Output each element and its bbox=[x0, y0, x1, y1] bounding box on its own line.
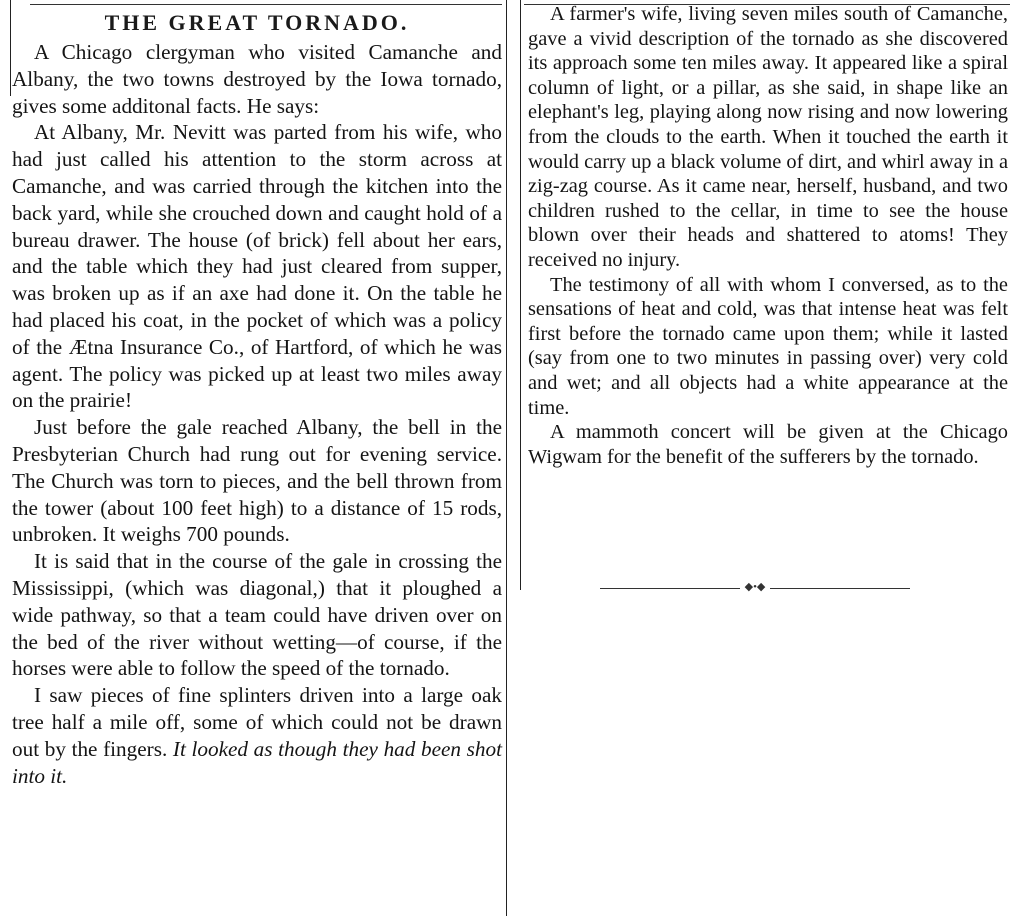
left-margin-rule bbox=[10, 0, 11, 96]
article-headline: THE GREAT TORNADO. bbox=[104, 10, 410, 35]
paragraph-splinters bbox=[12, 682, 502, 789]
end-ornament-rule bbox=[600, 581, 910, 593]
splinters-italic-text: It looked as though they had been shot into it. bbox=[12, 736, 502, 788]
paragraph-intro: A Chicago clergyman who visited Camanche and Albany, the two towns destroyed by the Iowa tornado, gives some additonal facts. He says: bbox=[12, 40, 502, 118]
column-divider-inner bbox=[520, 0, 521, 590]
left-column bbox=[12, 0, 502, 789]
paragraph-concert: A mammoth concert will be given at the Chicago Wigwam for the benefit of the sufferers by the tornado. bbox=[528, 421, 1008, 468]
ornament-icon: ◆•◆ bbox=[744, 581, 766, 593]
paragraph-church-bell: Just before the gale reached Albany, the bell in the Presbyterian Church had rung out for evening service. The Church was torn to pieces, and the bell thrown from the tower (about 100 feet high) to a distance of 15 rods, unbroken. It weighs 700 pounds. bbox=[12, 415, 502, 547]
paragraph-mississippi: It is said that in the course of the gale in crossing the Mississippi, (which was diagonal,) that it ploughed a wide pathway, so that a team could have driven over on the bed of the river without wetting—of course, if the horses were able to follow the speed of the tornado. bbox=[12, 549, 502, 681]
paragraph-farmers-wife: A farmer's wife, living seven miles south of Camanche, gave a vivid description of the tornado as she discovered its approach some ten miles away. It appeared like a spiral column of light, or a pillar, as she said, in shape like an elephant's leg, playing along now rising and now lowering from the clouds to the earth. When it touched the earth it would carry up a black volume of dirt, and whirl away in a zig-zag course. As it came near, herself, husband, and two children rushed to the cellar, in time to see the house blown over their heads and shattered to atoms! They received no injury. bbox=[528, 3, 1008, 271]
paragraph-testimony: The testimony of all with whom I conversed, as to the sensations of heat and cold, was that intense heat was felt first before the tornado came upon them; while it lasted (say from one to two minutes in passing over) very cold and wet; and all objects had a white appearance at the time. bbox=[528, 273, 1008, 419]
column-divider bbox=[506, 0, 507, 916]
splinters-text: I saw pieces of fine splinters driven into a large oak tree half a mile off, some of which could not be drawn out by the fingers. bbox=[12, 683, 502, 761]
right-column bbox=[528, 0, 1008, 469]
paragraph-albany: At Albany, Mr. Nevitt was parted from his wife, who had just called his attention to the storm across at Camanche, and was carried through the kitchen into the back yard, while she crouched down and caught hold of a bureau drawer. The house (of brick) fell about her ears, and the table which they had just cleared from supper, was broken up as if an axe had done it. On the table he had placed his coat, in the pocket of which was a policy of the Ætna Insurance Co., of Hartford, of which he was agent. The policy was picked up at least two miles away on the prairie! bbox=[12, 120, 502, 413]
